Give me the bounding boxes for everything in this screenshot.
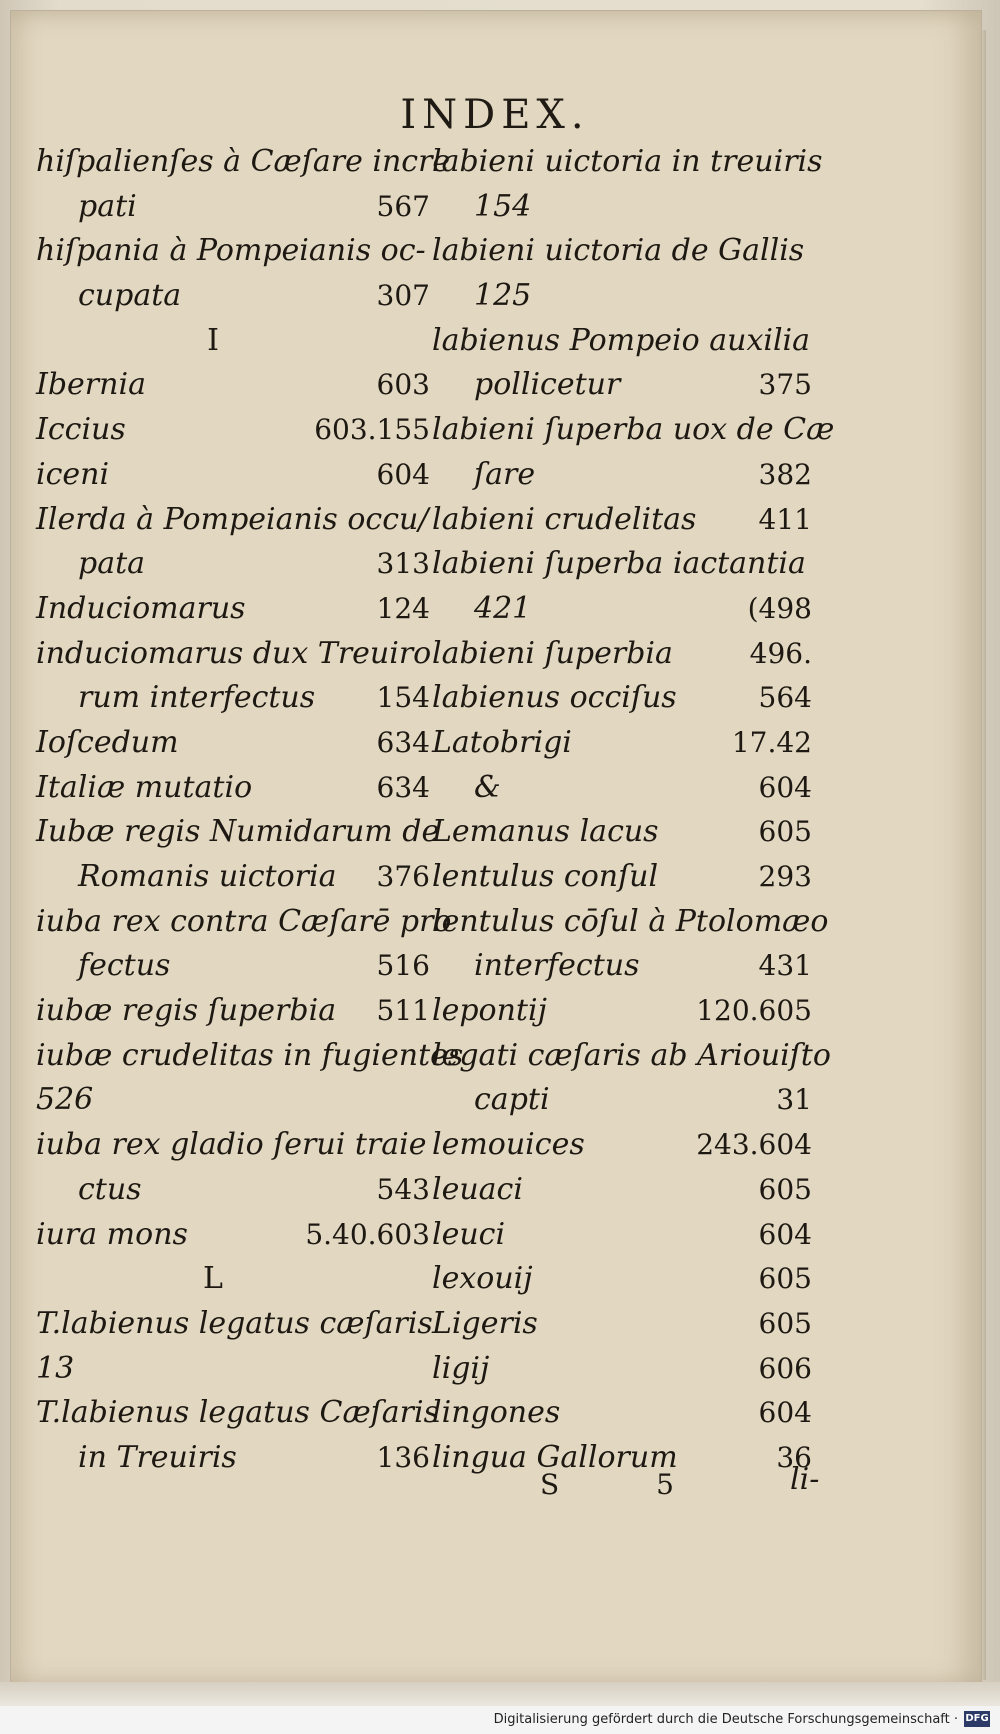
index-entry: [36, 140, 451, 185]
index-entry: [36, 1213, 430, 1258]
index-entry-text: leuaci: [432, 1171, 523, 1207]
index-entry: [36, 274, 430, 319]
index-entry-text: Romanis uictoria: [78, 859, 337, 894]
index-entry-text: leuci: [432, 1216, 506, 1252]
index-entry-page: 603.155: [314, 413, 430, 447]
index-entry-text: lentulus conſul: [432, 859, 659, 894]
page-header-title: INDEX.: [400, 92, 590, 138]
index-entry: [432, 766, 812, 811]
index-entry-text: labieni ſuperbia: [432, 635, 673, 671]
index-entry-text: ligij: [432, 1350, 490, 1386]
index-entry-text: T.labienus legatus cæſaris: [36, 1305, 433, 1341]
index-entry: [432, 1257, 812, 1302]
index-entry-text: Latobrigi: [432, 724, 572, 760]
index-entry-page: 375: [758, 368, 812, 402]
index-entry-text: iceni: [36, 456, 110, 492]
catchword: li-: [790, 1462, 820, 1497]
index-entry-page: 313: [376, 547, 430, 581]
index-entry-text: Iubæ regis Numidarum de: [36, 814, 440, 850]
index-entry-text: Ioſcedum: [36, 724, 179, 760]
index-entry: [36, 810, 440, 855]
index-entry-text: &: [474, 769, 501, 805]
index-entry: [432, 1168, 812, 1213]
index-entry-text: Italiæ mutatio: [36, 769, 253, 805]
index-entry-page: 511: [376, 994, 430, 1028]
index-entry-text: lentulus cōſul à Ptolomæo: [432, 903, 829, 939]
index-entry-page: 604: [758, 1396, 812, 1430]
index-entry: [432, 1391, 812, 1436]
index-entry-page: 605: [758, 1172, 812, 1206]
index-entry-text: interfectus: [474, 948, 640, 984]
page-edge-bottom: [0, 1682, 1000, 1706]
index-entry: [432, 855, 812, 900]
index-entry-text: I: [207, 322, 219, 358]
index-column-right: [432, 140, 835, 1481]
index-entry: [36, 1302, 433, 1347]
index-entry: [432, 721, 812, 766]
index-entry-page: 605: [758, 815, 812, 849]
index-entry-page: 136: [376, 1440, 430, 1474]
index-entry: [36, 989, 430, 1034]
index-entry: [432, 900, 829, 945]
index-entry: [432, 408, 835, 453]
index-entry-text: capti: [474, 1082, 550, 1118]
index-entry-page: 634: [376, 770, 430, 804]
index-entry-text: pati: [78, 188, 137, 224]
index-entry-text: labieni ſuperba uox de Cæ: [432, 412, 835, 448]
index-entry: [432, 229, 812, 274]
index-entry-text: in Treuiris: [78, 1439, 237, 1475]
dfg-logo-icon: DFG: [964, 1711, 990, 1727]
index-entry-text: labieni ſuperba iactantia: [432, 546, 806, 582]
index-entry-text: pollicetur: [474, 367, 621, 403]
index-entry: [36, 1257, 430, 1302]
index-entry: [36, 1168, 430, 1213]
index-entry-text: hiſpania à Pompeianis oc-: [36, 233, 426, 269]
index-entry-text: iuba rex gladio ſerui traie: [36, 1127, 427, 1163]
index-entry-text: Iccius: [36, 412, 126, 448]
index-entry: [36, 766, 430, 811]
index-entry-text: iuba rex contra Cæſarē pro: [36, 903, 452, 939]
index-entry-page: 5.40.603: [305, 1217, 430, 1251]
index-entry-page: 606: [758, 1351, 812, 1385]
index-entry-page: 564: [758, 681, 812, 715]
index-entry-text: labienus occiſus: [432, 680, 677, 716]
footer-credit: Digitalisierung gefördert durch die Deutsche Forschungsgemeinschaft ·: [493, 1712, 958, 1727]
index-entry-text: labieni uictoria in treuiris: [432, 144, 823, 179]
index-entry: [36, 1034, 464, 1079]
index-entry-page: 411: [758, 502, 812, 536]
index-entry-text: induciomarus dux Treuiro: [36, 635, 432, 671]
index-entry-text: Ibernia: [36, 367, 146, 403]
index-entry-text: legati cæſaris ab Ariouiſto: [432, 1037, 831, 1073]
index-entry-text: cupata: [78, 278, 182, 314]
index-entry: [36, 453, 430, 498]
index-entry: [36, 944, 430, 989]
index-entry-text: ctus: [78, 1171, 142, 1207]
index-entry-text: 154: [474, 188, 532, 224]
index-entry-page: 154: [376, 681, 430, 715]
index-entry-text: lepontij: [432, 993, 547, 1029]
index-entry-page: 604: [758, 1217, 812, 1251]
index-entry-text: Induciomarus: [36, 590, 246, 626]
index-entry-text: 526: [36, 1082, 94, 1118]
index-entry: [432, 1302, 812, 1347]
index-entry: [432, 1034, 831, 1079]
index-entry-page: 543: [376, 1172, 430, 1206]
index-entry-page: 604: [376, 457, 430, 491]
index-entry-page: 496.: [749, 636, 812, 670]
index-entry: [36, 587, 430, 632]
index-entry-page: 243.604: [696, 1128, 812, 1162]
index-entry-page: 516: [376, 949, 430, 983]
index-entry-page: 31: [776, 1083, 812, 1117]
index-entry-text: L: [203, 1261, 223, 1297]
index-entry-page: 36: [776, 1440, 812, 1474]
index-entry: [36, 542, 430, 587]
index-entry-page: 634: [376, 725, 430, 759]
index-entry-text: labieni uictoria de Gallis: [432, 233, 805, 269]
index-entry: [432, 632, 812, 677]
index-entry-page: 124: [376, 591, 430, 625]
index-entry-text: fectus: [78, 948, 171, 984]
index-entry-text: 13: [36, 1350, 75, 1386]
index-entry-text: labienus Pompeio auxilia: [432, 322, 811, 358]
index-entry: [432, 810, 812, 855]
index-entry-text: lemouices: [432, 1127, 585, 1163]
index-entry: [36, 1436, 430, 1481]
index-entry-page: 120.605: [696, 994, 812, 1028]
index-entry-text: T.labienus legatus Cæſaris: [36, 1395, 439, 1431]
index-entry: [432, 1123, 812, 1168]
index-entry-page: 604: [758, 770, 812, 804]
index-entry: [432, 1347, 812, 1392]
index-entry: [432, 140, 823, 185]
index-entry: [36, 185, 430, 230]
index-entry-text: labieni crudelitas: [432, 501, 697, 537]
index-entry-text: rum interfectus: [78, 680, 316, 716]
index-entry-page: 567: [376, 189, 430, 223]
index-entry: [36, 855, 430, 900]
index-entry-page: 307: [376, 279, 430, 313]
index-entry: [36, 229, 430, 274]
index-entry-page: 603: [376, 368, 430, 402]
index-entry-text: iubæ regis ſuperbia: [36, 993, 337, 1029]
index-entry: [36, 498, 430, 543]
index-entry: [36, 632, 430, 677]
index-entry-text: pata: [78, 546, 146, 582]
index-entry: [432, 1213, 812, 1258]
index-entry-page: 293: [758, 860, 812, 893]
index-entry-text: 125: [474, 278, 532, 314]
index-entry-page: 376: [376, 860, 430, 893]
index-entry: [432, 453, 812, 498]
index-entry: [432, 498, 812, 543]
index-entry-text: lexouij: [432, 1261, 533, 1297]
index-entry: [36, 363, 430, 408]
index-entry-text: lingua Gallorum: [432, 1439, 678, 1475]
index-entry: [36, 408, 430, 453]
index-entry-text: lingones: [432, 1395, 561, 1431]
index-entry-text: Ligeris: [432, 1305, 538, 1341]
index-entry-text: 421: [474, 590, 532, 626]
index-entry: [36, 1347, 430, 1392]
index-entry: [432, 363, 812, 408]
index-entry: [432, 319, 812, 364]
index-entry-text: ſare: [474, 456, 536, 492]
index-entry: [36, 1391, 439, 1436]
index-entry-text: iubæ crudelitas in fugientes: [36, 1037, 464, 1073]
index-entry: [432, 185, 812, 230]
index-entry: [36, 1123, 430, 1168]
index-entry: [36, 721, 430, 766]
index-entry: [432, 542, 812, 587]
index-entry: [36, 676, 430, 721]
index-entry: [432, 274, 812, 319]
index-entry-page: 431: [758, 949, 812, 983]
index-entry: [432, 676, 812, 721]
index-entry: [432, 944, 812, 989]
index-entry: [36, 1078, 430, 1123]
index-entry-page: 605: [758, 1262, 812, 1296]
index-entry: [36, 900, 452, 945]
index-entry-page: (498: [747, 591, 812, 625]
index-entry-text: iura mons: [36, 1216, 188, 1252]
signature-mark: S 5: [540, 1468, 718, 1501]
index-entry: [432, 1078, 812, 1123]
index-entry-page: 17.42: [731, 725, 812, 759]
index-entry-text: Lemanus lacus: [432, 814, 659, 850]
index-entry-page: 605: [758, 1306, 812, 1340]
index-entry-page: 382: [758, 457, 812, 491]
index-entry: [36, 319, 430, 364]
index-entry: [432, 587, 812, 632]
index-entry-text: hiſpalienſes à Cæſare incre: [36, 144, 451, 179]
index-entry: [432, 989, 812, 1034]
index-entry-text: Ilerda à Pompeianis occu/: [36, 501, 429, 537]
